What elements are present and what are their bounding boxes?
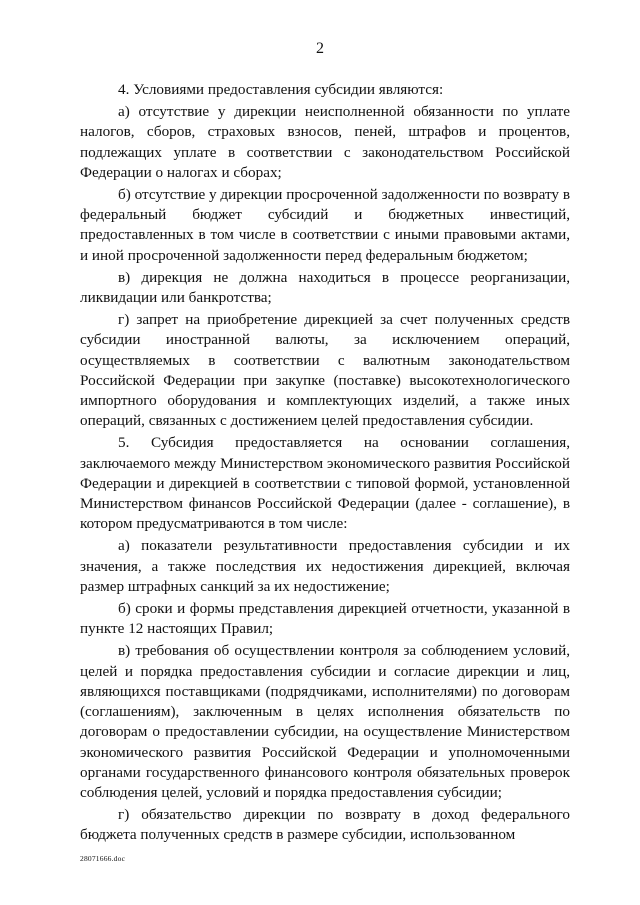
paragraph-agreement-v: в) требования об осуществлении контроля за соблюдением условий, целей и порядка предоставления субсидии и согласие дирекции и лиц, являющихся поставщиками (подрядчиками, исполнителями) по договорам (соглашениям), заключенным в целях исполнения обязательств по договорам о предоставлении субсидии, на осуществление Министерством экономического развития Российской Федерации и уполномоченными органами государственного финансового контроля обязательных проверок соблюдения целей, условий и порядка предоставления субсидии; xyxy=(80,642,570,801)
paragraph-agreement-a: а) показатели результативности предоставления субсидии и их значения, а также последствия их недостижения дирекцией, включая размер штрафных санкций за их недостижение; xyxy=(80,537,570,595)
paragraph-condition-b: б) отсутствие у дирекции просроченной задолженности по возврату в федеральный бюджет субсидий и бюджетных инвестиций, предоставленных в том числе в соответствии с иными правовыми актами, и иной просроченной задолженности перед федеральным бюджетом; xyxy=(80,186,570,264)
paragraph-condition-a: а) отсутствие у дирекции неисполненной обязанности по уплате налогов, сборов, страховых взносов, пеней, штрафов и процентов, подлежащих уплате в соответствии с законодательством Российской Федерации о налогах и сборах; xyxy=(80,103,570,181)
footer-filename: 28071666.doc xyxy=(80,854,126,863)
page-number: 2 xyxy=(316,40,324,57)
paragraph-condition-v: в) дирекция не должна находиться в процессе реорганизации, ликвидации или банкротства; xyxy=(80,268,570,307)
document-body xyxy=(80,80,570,846)
paragraph-conditions-heading: 4. Условиями предоставления субсидии являются: xyxy=(118,81,444,98)
paragraph-agreement-heading: 5. Субсидия предоставляется на основании соглашения, заключаемого между Министерством экономического развития Российской Федерации и дирекцией в соответствии с типовой формой, установленной Министерством финансов Российской Федерации (далее - соглашение), в котором предусматриваются в том числе: xyxy=(80,434,570,533)
paragraph-agreement-g: г) обязательство дирекции по возврату в доход федерального бюджета полученных средств в размере субсидии, использованном xyxy=(80,806,570,844)
paragraph-condition-g: г) запрет на приобретение дирекцией за счет полученных средств субсидии иностранной валюты, за исключением операций, осуществляемых в соответствии с валютным законодательством Российской Федерации при закупке (поставке) высокотехнологического импортного оборудования и комплектующих изделий, а также иных операций, связанных с достижением целей предоставления субсидии. xyxy=(80,311,570,430)
paragraph-agreement-b: б) сроки и формы представления дирекцией отчетности, указанной в пункте 12 настоящих Правил; xyxy=(80,600,570,638)
